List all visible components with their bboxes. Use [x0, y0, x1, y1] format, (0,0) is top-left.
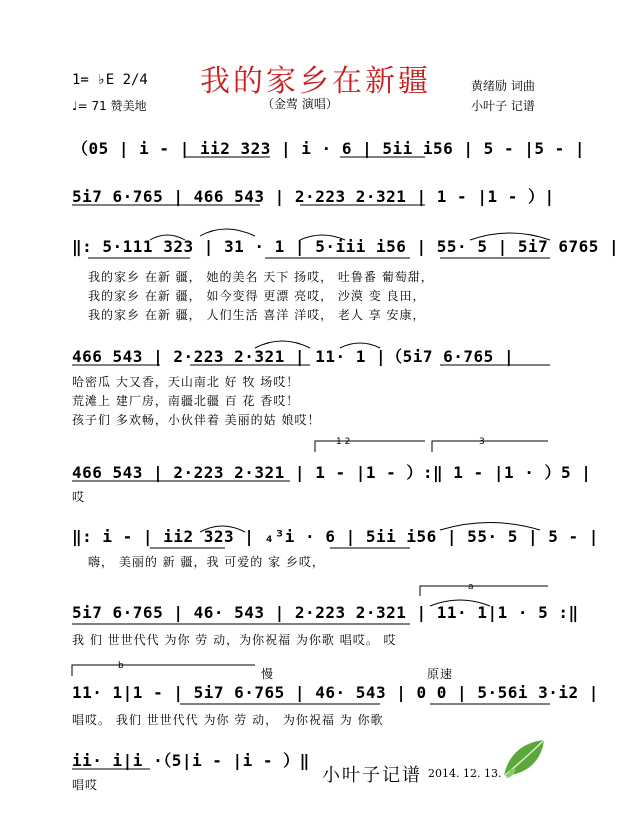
leaf-icon — [500, 736, 548, 780]
song-subtitle: （金莺 演唱） — [262, 97, 338, 111]
slow-marking: 慢 — [261, 667, 275, 681]
lyric-row-8: 唱哎。 我们 世世代代 为你 劳 动， 为你祝福 为 你歌 — [72, 713, 384, 727]
score-row-8: 11· 1|1 - | 5i7 6·765 | 46· 543 | 0 0 | 5·56i 3·i2 | — [72, 683, 599, 702]
lyric-verse-2: 我的家乡 在新 疆， 如今变得 更漂 亮哎， 沙漠 变 良田， — [88, 289, 426, 303]
score-row-3: ‖: 5·111 323 | 31 · 1 | 5·iii i56 | 55· 5 | 5i7 6765 | — [72, 237, 620, 256]
score-row-1: （05 | i - | ii2 323 | i · 6 | 5ii i56 | 5 - |5 - | — [72, 139, 586, 158]
tempo-marking: ♩= 71 赞美地 — [72, 99, 147, 113]
lyric-row-6: 嗨， 美丽的 新 疆，我 可爱的 家 乡哎， — [88, 555, 325, 569]
lyric-row-5: 哎 — [72, 490, 86, 504]
score-row-5: 466 543 | 2·223 2·321 | 1 - |1 - ）:‖ 1 - |1 · ）5 | — [72, 463, 592, 482]
score-row-4: 466 543 | 2·223 2·321 | 11· 1 |（5i7 6·765 | — [72, 347, 515, 366]
lyricist-composer-credit: 黄绪励 词曲 — [471, 79, 535, 93]
lyric-verse-3: 我的家乡 在新 疆， 人们生活 喜洋 洋哎， 老人 享 安康， — [88, 308, 426, 322]
lyric-verse-3: 孩子们 多欢畅，小伙伴着 美丽的姑 娘哎！ — [72, 413, 321, 427]
score-row-2: 5i7 6·765 | 466 543 | 2·223 2·321 | 1 - |1 - ）| — [72, 187, 555, 206]
volta-3-label: 3 — [479, 437, 485, 447]
lyric-verse-1: 哈密瓜 大又香，天山南北 好 牧 场哎！ — [72, 375, 300, 389]
score-row-7: 5i7 6·765 | 46· 543 | 2·223 2·321 | 11· 1|1 · 5 :‖ — [72, 603, 579, 622]
lyric-row-9: 唱哎 — [72, 778, 99, 792]
transcriber-signature: 小叶子记谱 — [322, 765, 422, 786]
original-tempo-marking: 原速 — [427, 667, 454, 681]
score-row-9: ii· i|i ·（5|i - |i - ）‖ — [72, 751, 310, 770]
lyric-row-7: 我 们 世世代代 为你 劳 动，为你祝福 为你歌 唱哎。 哎 — [72, 633, 397, 647]
key-signature: 1= ♭E 2/4 — [72, 72, 148, 88]
volta-1-2-label: 1 2 — [336, 437, 351, 447]
lyric-verse-2: 荒滩上 建厂房，南疆北疆 百 花 香哎！ — [72, 394, 300, 408]
lyric-verse-1: 我的家乡 在新 疆， 她的美名 天下 扬哎， 吐鲁番 葡萄甜， — [88, 270, 434, 284]
transcription-date: 2014. 12. 13. — [428, 767, 502, 780]
volta-a-label: a — [468, 582, 474, 592]
score-row-6: ‖: i - | ii2 323 | ₄³i · 6 | 5ii i56 | 55· 5 | 5 - | — [72, 527, 599, 546]
transcriber-credit: 小叶子 记谱 — [471, 99, 535, 113]
volta-b-label: b — [118, 661, 124, 671]
song-title: 我的家乡在新疆 — [200, 64, 431, 99]
